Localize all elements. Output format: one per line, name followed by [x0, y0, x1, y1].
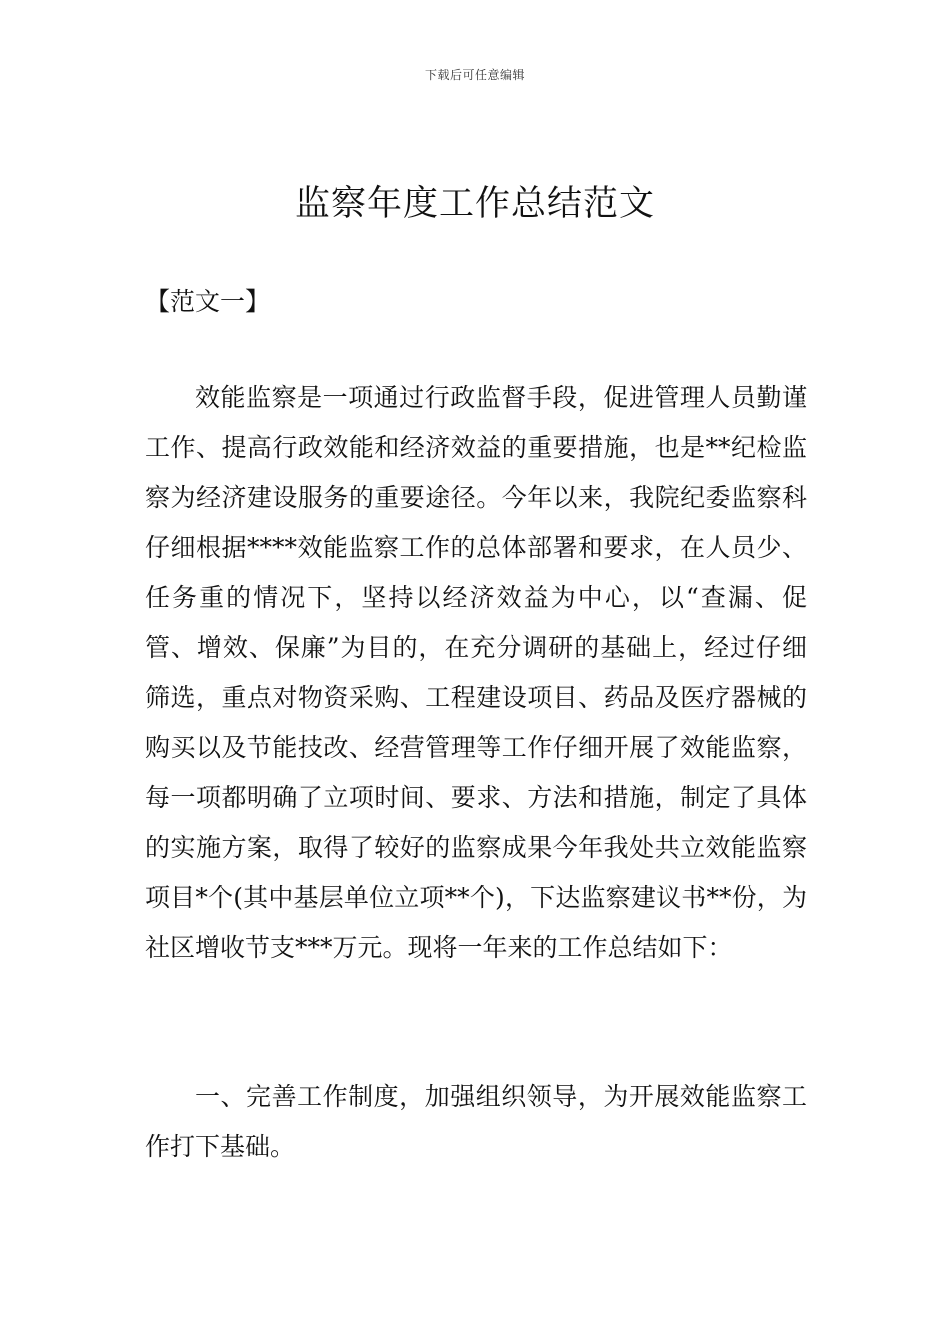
- body-paragraph-section-one: 一、完善工作制度，加强组织领导，为开展效能监察工作打下基础。: [145, 1082, 807, 1161]
- header-note: 下载后可任意编辑: [424, 68, 525, 82]
- document-title: 监察年度工作总结范文: [294, 184, 655, 224]
- body-paragraph-intro: 效能监察是一项通过行政监督手段，促进管理人员勤谨工作、提高行政效能和经济效益的重要措施，也是**纪检监察为经济建设服务的重要途径。今年以来，我院纪委监察科仔细根据****效能监察工作的总体部署和要求，在人员少、任务重的情况下，坚持以经济效益为中心，以“查漏、促管、增效、保廉”为目的，在充分调研的基础上，经过仔细筛选，重点对物资采购、工程建设项目、药品及医疗器械的购买以及节能技改、经营管理等工作仔细开展了效能监察，每一项都明确了立项时间、要求、方法和措施，制定了具体的实施方案，取得了较好的监察成果今年我处共立效能监察项目*个(其中基层单位立项**个)，下达监察建议书**份，为社区增收节支***万元。现将一年来的工作总结如下：: [145, 383, 807, 962]
- section-label: 【范文一】: [145, 287, 271, 316]
